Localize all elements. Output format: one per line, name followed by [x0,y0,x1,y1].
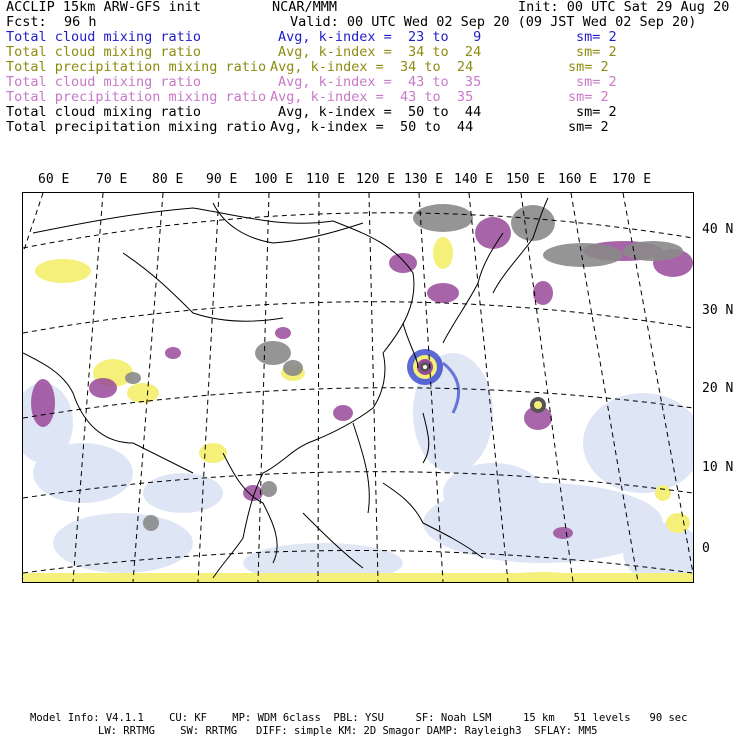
lat-label: 0 [702,541,710,556]
organization-label: NCAR/MMM [272,0,338,15]
lon-label: 70 E [96,172,128,187]
legend-range: Avg, k-index = 50 to 44 [278,104,482,120]
lon-label: 120 E [356,172,396,187]
legend-field: Total precipitation mixing ratio [6,59,267,75]
lon-label: 100 E [254,172,294,187]
legend-range: Avg, k-index = 50 to 44 [270,119,474,135]
lon-label: 140 E [454,172,494,187]
lon-label: 130 E [404,172,444,187]
lat-label: 30 N [702,303,734,318]
model-info-line1: Model Info: V4.1.1 CU: KF MP: WDM 6class PBL: YSU SF: Noah LSM 15 km 51 levels 90 sec [30,712,688,724]
legend-smoothing: sm= 2 [568,89,609,105]
legend-range: Avg, k-index = 34 to 24 [270,59,474,75]
valid-time: Valid: 00 UTC Wed 02 Sep 20 (09 JST Wed 02 Sep 20) [290,14,697,30]
lon-label: 170 E [612,172,652,187]
legend-range: Avg, k-index = 43 to 35 [278,74,482,90]
plot-title: ACCLIP 15km ARW-GFS init [6,0,202,15]
model-info-line2: LW: RRTMG SW: RRTMG DIFF: simple KM: 2D Smagor DAMP: Rayleigh3 SFLAY: MM5 [98,725,598,737]
legend-range: Avg, k-index = 23 to 9 [278,29,482,45]
forecast-label: Fcst: [6,14,47,30]
legend-field: Total precipitation mixing ratio [6,119,267,135]
lon-label: 150 E [506,172,546,187]
legend-smoothing: sm= 2 [576,29,617,45]
forecast-map [23,193,693,582]
lon-label: 90 E [206,172,238,187]
init-time: Init: 00 UTC Sat 29 Aug 20 [518,0,730,15]
legend-range: Avg, k-index = 43 to 35 [270,89,474,105]
low-cloud-field [23,353,693,582]
legend-smoothing: sm= 2 [576,104,617,120]
map-panel [22,192,694,583]
lat-label: 20 N [702,381,734,396]
legend-field: Total cloud mixing ratio [6,29,202,45]
legend-field: Total cloud mixing ratio [6,104,202,120]
legend-range: Avg, k-index = 34 to 24 [278,44,482,60]
lat-label: 10 N [702,460,734,475]
lon-label: 80 E [152,172,184,187]
legend-smoothing: sm= 2 [568,119,609,135]
lon-label: 60 E [38,172,70,187]
lon-label: 160 E [558,172,598,187]
legend-field: Total cloud mixing ratio [6,74,202,90]
legend-field: Total precipitation mixing ratio [6,89,267,105]
legend-smoothing: sm= 2 [576,44,617,60]
legend-smoothing: sm= 2 [576,74,617,90]
legend-field: Total cloud mixing ratio [6,44,202,60]
lon-label: 110 E [306,172,346,187]
forecast-hour: 96 h [64,14,97,30]
lat-label: 40 N [702,222,734,237]
legend-smoothing: sm= 2 [568,59,609,75]
